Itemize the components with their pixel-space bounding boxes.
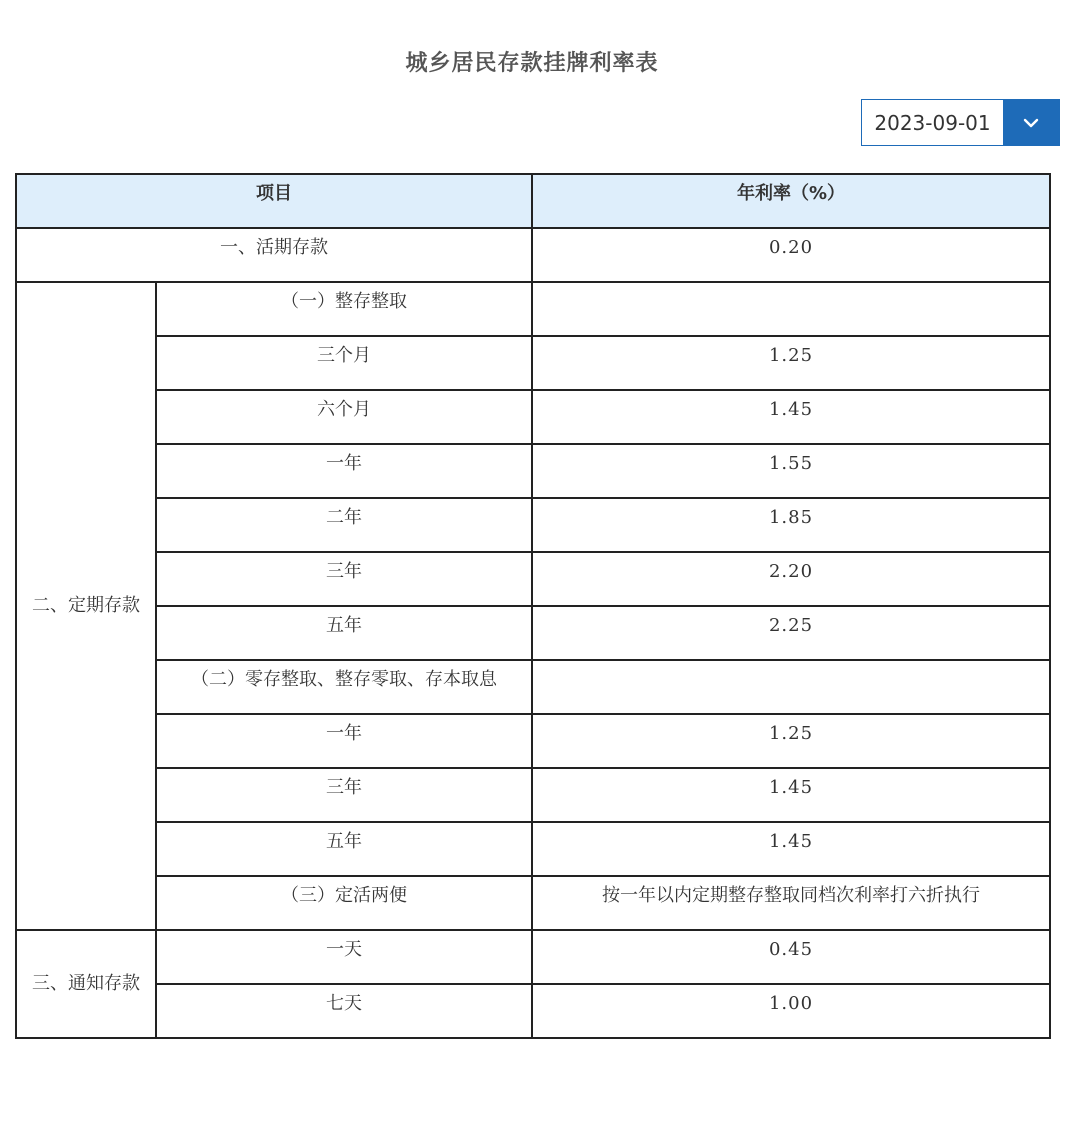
table-row <box>16 714 1050 768</box>
table-row <box>16 390 1050 444</box>
rate-cell: 1.45 <box>532 822 1050 876</box>
date-select[interactable] <box>861 99 1060 146</box>
term-cell: 五年 <box>156 606 532 660</box>
rate-cell: 1.85 <box>532 498 1050 552</box>
table-row <box>16 444 1050 498</box>
rate-cell: 1.45 <box>532 768 1050 822</box>
table-row <box>16 768 1050 822</box>
notice-deposit-label: 三、通知存款 <box>16 930 156 1038</box>
table-row <box>16 822 1050 876</box>
table-header-row <box>16 174 1050 228</box>
term-cell: 七天 <box>156 984 532 1038</box>
header-item: 项目 <box>16 174 532 228</box>
rate-table <box>15 173 1051 1039</box>
date-select-toggle[interactable] <box>1003 100 1059 145</box>
table-row <box>16 984 1050 1038</box>
lump-sum-rate <box>532 282 1050 336</box>
table-row <box>16 498 1050 552</box>
term-cell: 一年 <box>156 714 532 768</box>
demand-deposit-label: 一、活期存款 <box>16 228 532 282</box>
rate-cell: 1.55 <box>532 444 1050 498</box>
table-row <box>16 876 1050 930</box>
table-row <box>16 660 1050 714</box>
header-rate: 年利率（%） <box>532 174 1050 228</box>
fixed-deposit-label: 二、定期存款 <box>16 282 156 930</box>
rate-cell: 2.20 <box>532 552 1050 606</box>
installment-label: （二）零存整取、整存零取、存本取息 <box>156 660 532 714</box>
lump-sum-label: （一）整存整取 <box>156 282 532 336</box>
page-title: 城乡居民存款挂牌利率表 <box>405 51 659 76</box>
table-row <box>16 552 1050 606</box>
rate-cell: 1.45 <box>532 390 1050 444</box>
table-row <box>16 606 1050 660</box>
table-row <box>16 228 1050 282</box>
chevron-down-icon <box>1022 117 1040 129</box>
table-row <box>16 282 1050 336</box>
term-cell: 三年 <box>156 768 532 822</box>
rate-cell: 1.25 <box>532 336 1050 390</box>
term-cell: 三年 <box>156 552 532 606</box>
rate-cell: 2.25 <box>532 606 1050 660</box>
flexible-label: （三）定活两便 <box>156 876 532 930</box>
term-cell: 一天 <box>156 930 532 984</box>
rate-cell: 1.00 <box>532 984 1050 1038</box>
date-select-value[interactable]: 2023-09-01 <box>874 110 991 135</box>
term-cell: 五年 <box>156 822 532 876</box>
table-row <box>16 930 1050 984</box>
term-cell: 二年 <box>156 498 532 552</box>
demand-deposit-rate: 0.20 <box>532 228 1050 282</box>
rate-cell: 0.45 <box>532 930 1050 984</box>
installment-rate <box>532 660 1050 714</box>
flexible-rate: 按一年以内定期整存整取同档次利率打六折执行 <box>532 876 1050 930</box>
term-cell: 一年 <box>156 444 532 498</box>
table-row <box>16 336 1050 390</box>
term-cell: 三个月 <box>156 336 532 390</box>
term-cell: 六个月 <box>156 390 532 444</box>
rate-cell: 1.25 <box>532 714 1050 768</box>
